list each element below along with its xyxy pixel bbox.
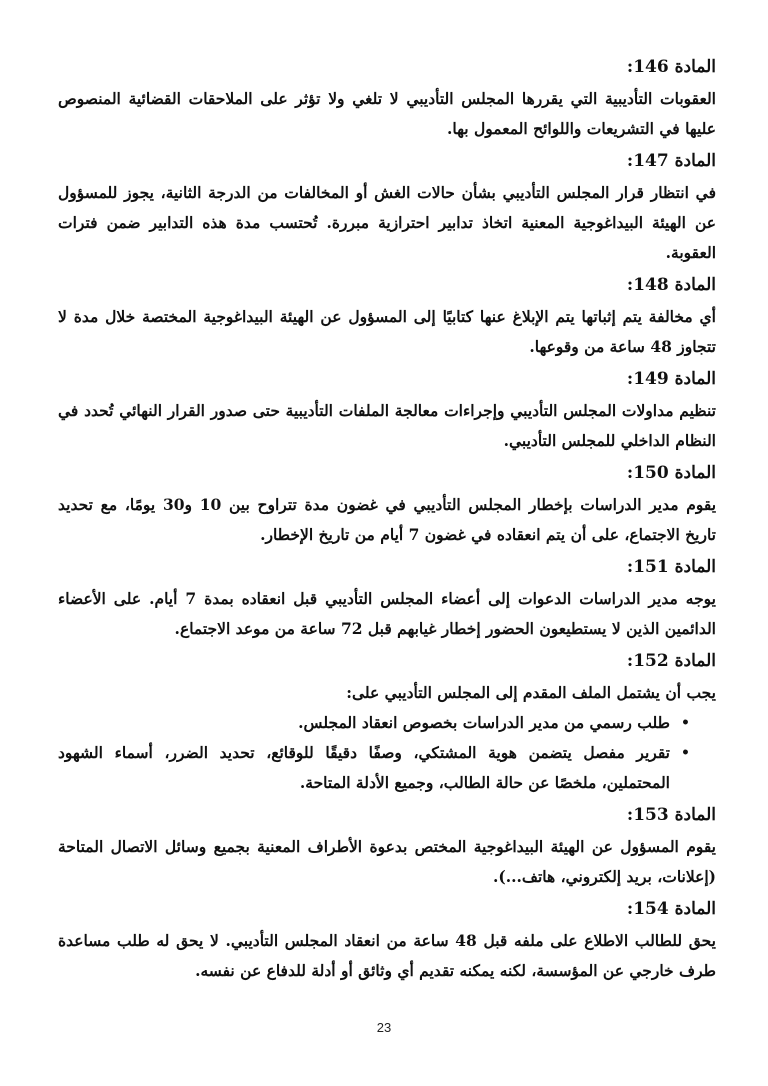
article-text: يحق للطالب الاطلاع على ملفه قبل 48 ساعة من انعقاد المجلس التأديبي. لا يحق له طلب مساعدة طرف خارجي عن المؤسسة، لكنه يمكنه تقديم أي وثائق أو أدلة للدفاع عن نفسه.	[58, 931, 716, 980]
article-number: 152:	[626, 651, 669, 671]
article-heading: المادة 148:	[626, 275, 716, 295]
article-number: 150:	[626, 463, 669, 483]
article-number: 153:	[626, 805, 669, 825]
article-heading: المادة 152:	[626, 651, 716, 671]
article-150	[58, 456, 716, 550]
article-text: يقوم المسؤول عن الهيئة البيداغوجية المختص بدعوة الأطراف المعنية بجميع وسائل الاتصال المتاحة (إعلانات، بريد إلكتروني، هاتف...).	[58, 837, 716, 886]
article-text: العقوبات التأديبية التي يقررها المجلس التأديبي لا تلغي ولا تؤثر على الملاحقات القضائية المنصوص عليها في التشريعات واللوائح المعمول بها.	[58, 89, 716, 138]
article-153	[58, 798, 716, 892]
list-item: • طلب رسمي من مدير الدراسات بخصوص انعقاد المجلس.	[58, 708, 690, 738]
article-number: 151:	[626, 557, 669, 577]
article-154	[58, 892, 716, 986]
article-text: في انتظار قرار المجلس التأديبي بشأن حالات الغش أو المخالفات من الدرجة الثانية، يجوز للمسؤول عن الهيئة البيداغوجية المعنية اتخاذ تدابير احترازية مبررة. تُحتسب مدة هذه التدابير ضمن فترات العقوبة.	[58, 183, 716, 262]
article-heading: المادة 153:	[626, 805, 716, 825]
article-number: 146:	[626, 57, 669, 77]
article-text: يقوم مدير الدراسات بإخطار المجلس التأديبي في غضون مدة تتراوح بين 10 و30 يومًا، مع تحديد تاريخ الاجتماع، على أن يتم انعقاده في غضون 7 أيام من تاريخ الإخطار.	[58, 495, 717, 544]
requirements-list	[58, 708, 716, 798]
article-text: تنظيم مداولات المجلس التأديبي وإجراءات معالجة الملفات التأديبية حتى صدور القرار النهائي تُحدد في النظام الداخلي للمجلس التأديبي.	[58, 401, 716, 450]
article-heading: المادة 151:	[626, 557, 716, 577]
article-heading: المادة 150:	[626, 463, 716, 483]
article-heading: المادة 154:	[626, 899, 716, 919]
list-item: • تقرير مفصل يتضمن هوية المشتكي، وصفًا دقيقًا للوقائع، تحديد الضرر، أسماء الشهود المحتملين، ملخصًا عن حالة الطالب، وجميع الأدلة المتاحة.	[58, 738, 690, 798]
article-152	[58, 644, 716, 798]
bullet-icon: •	[681, 745, 690, 761]
article-148	[58, 268, 716, 362]
article-number: 149:	[626, 369, 669, 389]
article-heading: المادة 146:	[626, 57, 716, 77]
article-heading: المادة 149:	[626, 369, 716, 389]
article-146	[58, 50, 716, 144]
article-151	[58, 550, 716, 644]
article-149	[58, 362, 716, 456]
article-number: 148:	[626, 275, 669, 295]
article-text: يجب أن يشتمل الملف المقدم إلى المجلس التأديبي على:	[346, 683, 716, 702]
article-text: يوجه مدير الدراسات الدعوات إلى أعضاء المجلس التأديبي قبل انعقاده بمدة 7 أيام. على الأعضاء الدائمين الذين لا يستطيعون الحضور إخطار غيابهم قبل 72 ساعة من موعد الاجتماع.	[58, 589, 716, 638]
document-page	[58, 50, 716, 986]
article-147	[58, 144, 716, 268]
page-number: 23	[376, 1020, 392, 1035]
article-text: أي مخالفة يتم إثباتها يتم الإبلاغ عنها كتابيًا إلى المسؤول عن الهيئة البيداغوجية المختصة خلال مدة لا تتجاوز 48 ساعة من وقوعها.	[58, 307, 716, 356]
article-number: 147:	[626, 151, 669, 171]
bullet-icon: •	[681, 715, 690, 731]
article-heading: المادة 147:	[626, 151, 716, 171]
article-number: 154:	[626, 899, 669, 919]
